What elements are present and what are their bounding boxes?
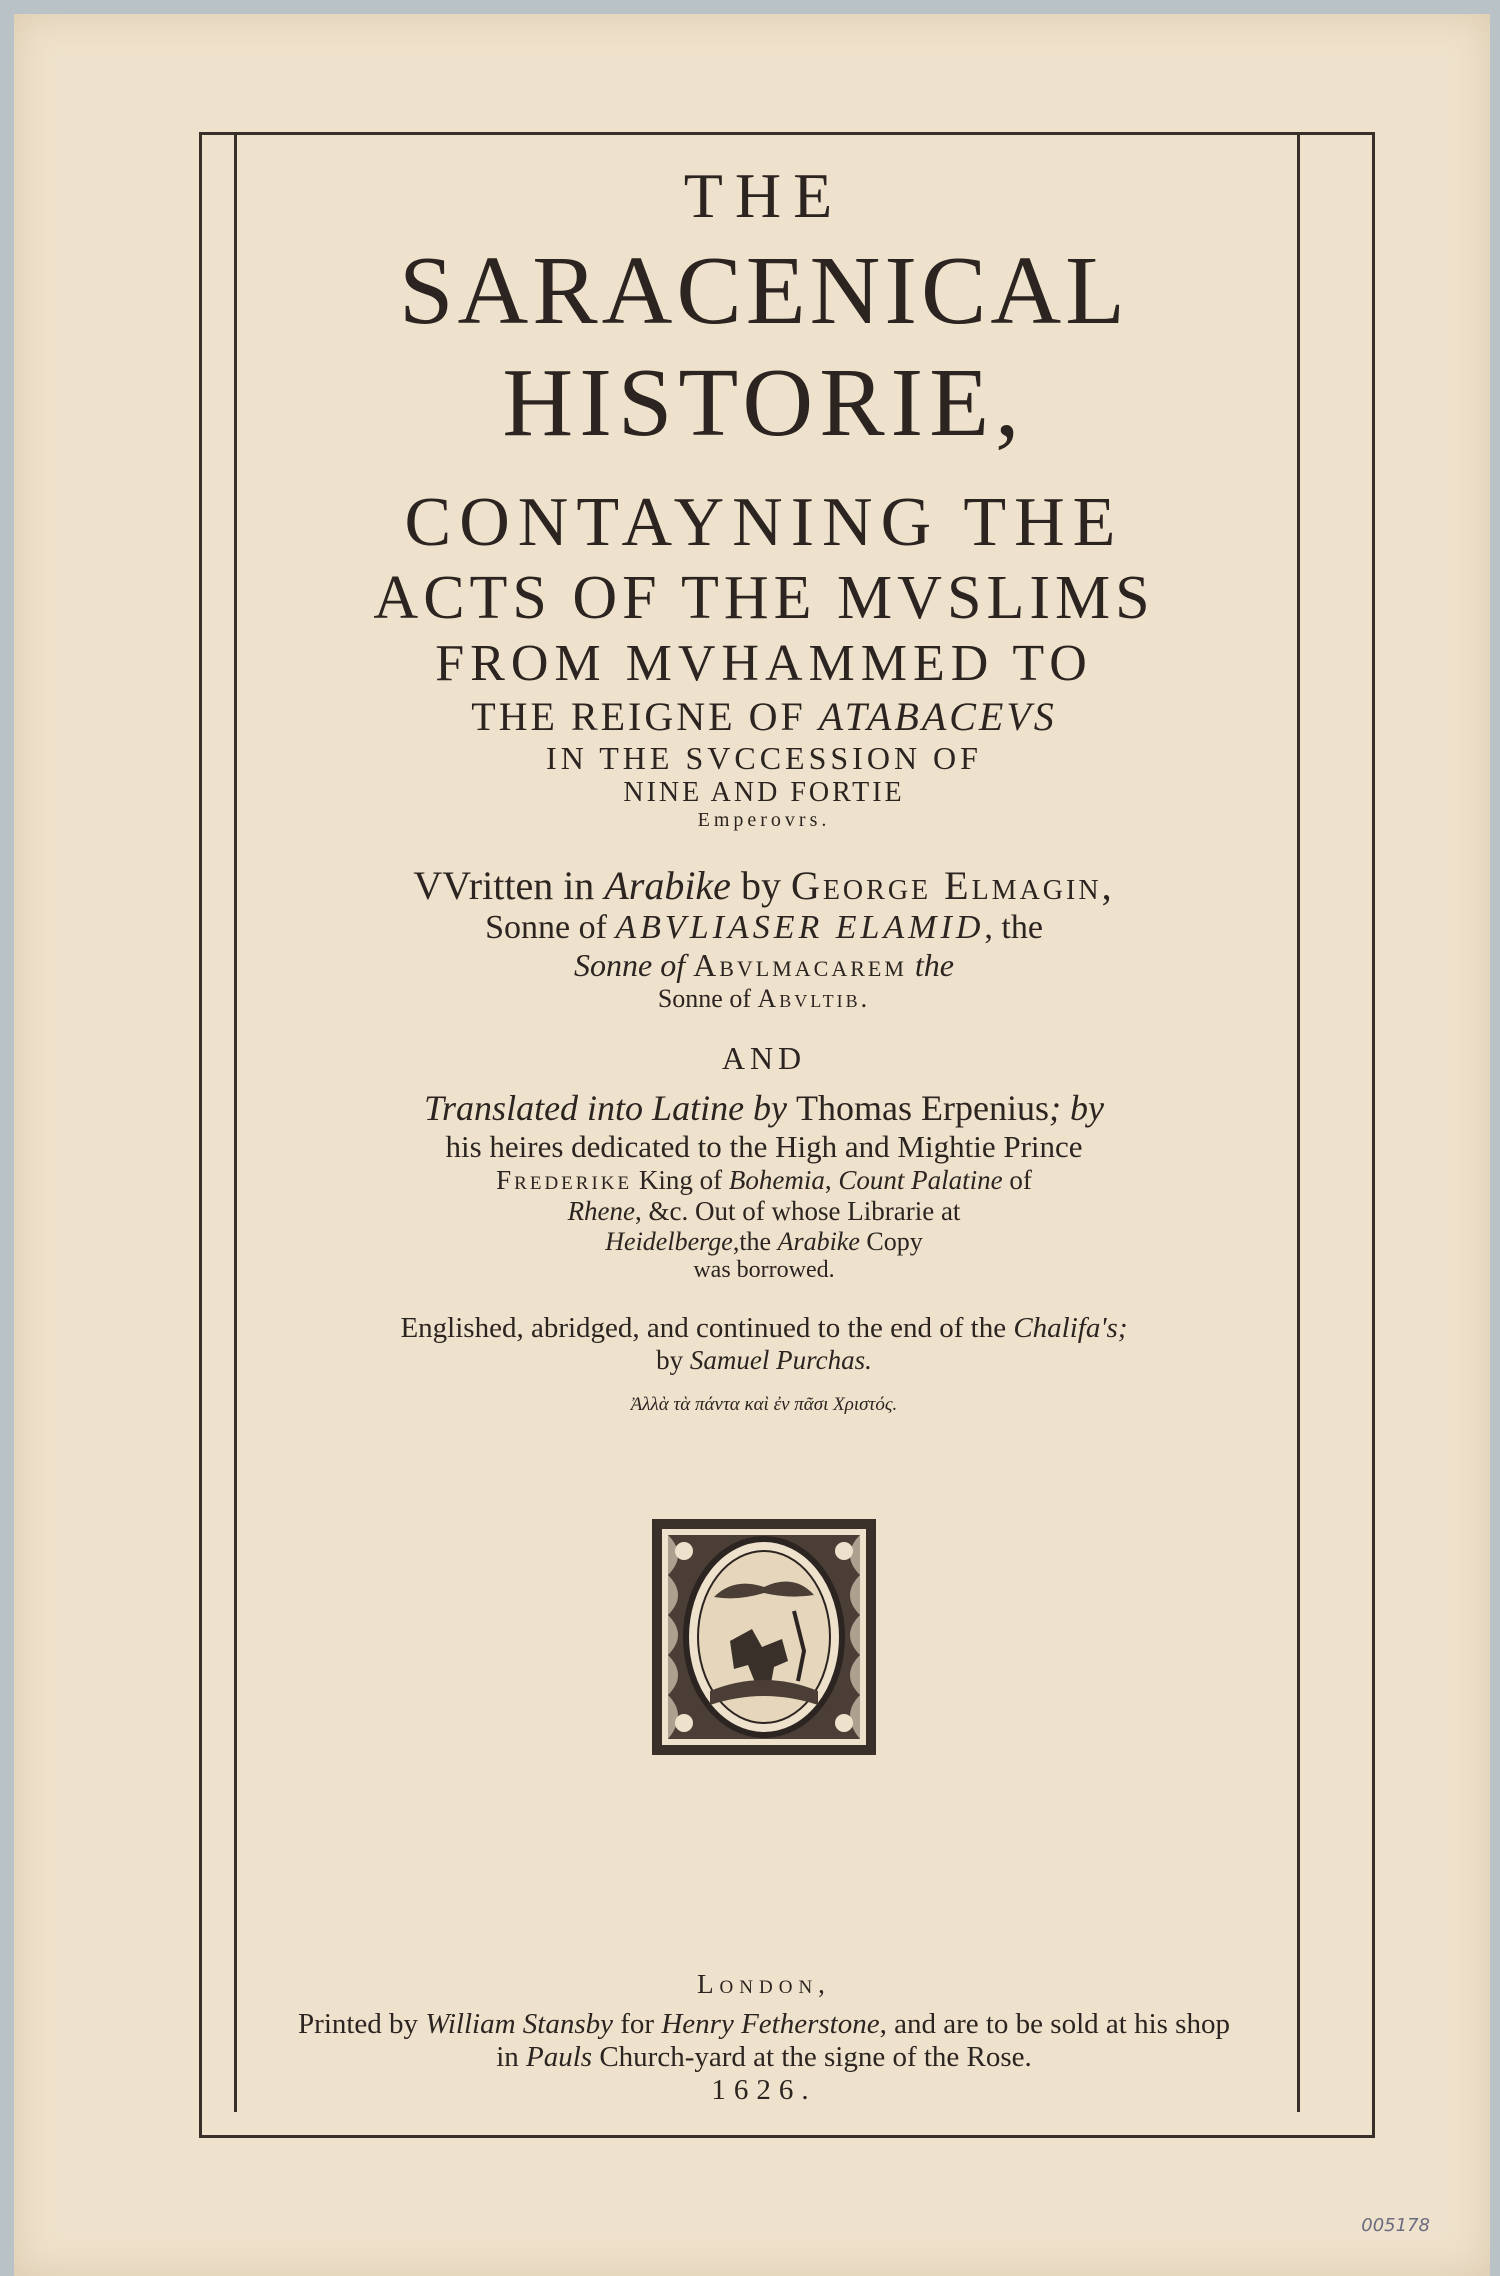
author-abvlmacarem: Abvlmacarem: [693, 947, 907, 983]
translation-arabike: Arabike: [777, 1227, 860, 1256]
english-englished: Englished, abridged, and continued to the end of the: [400, 1312, 1014, 1344]
imprint-sold-at-shop: , and are to be sold at his shop: [879, 2008, 1230, 2040]
translation-copy: Copy: [859, 1227, 923, 1256]
imprint-printed-by: Printed by: [298, 2008, 426, 2040]
author-the-2: the: [906, 947, 954, 983]
translation-bohemia: Bohemia: [728, 1165, 825, 1195]
translation-king-of: King of: [632, 1165, 729, 1195]
english-samuel-purchas: Samuel Purchas.: [689, 1345, 872, 1375]
imprint-pauls: Pauls: [526, 2041, 593, 2073]
printers-device-ornament: [644, 1511, 884, 1763]
author-sonne-of-2: Sonne of: [574, 947, 694, 983]
imprint-william-stansby: William Stansby: [425, 2008, 614, 2040]
english-by: by: [656, 1345, 690, 1375]
catalog-mark: 005178: [1361, 2215, 1430, 2236]
title-historie: HISTORIE,: [502, 349, 1026, 457]
author-written-in: VVritten in: [413, 863, 605, 908]
author-line-3: [244, 947, 1284, 984]
english-line-1: [244, 1312, 1284, 1345]
imprint-printer-line: [244, 2008, 1284, 2041]
author-by: by: [730, 863, 791, 908]
subtitle-line-5: IN THE SVCCESSION OF: [546, 740, 982, 776]
translation-frederike: Frederike: [496, 1165, 633, 1195]
subtitle-atabaceus: ATABACEVS: [818, 694, 1057, 739]
subtitle-line-3: FROM MVHAMMED TO: [435, 635, 1093, 692]
author-the-1: , the: [984, 909, 1043, 946]
author-line-1: [244, 862, 1284, 909]
greek-motto: Ἀλλὰ τὰ πάντα καὶ ἐν πᾶσι Χριστός.: [630, 1394, 898, 1415]
author-sonne-of-3: Sonne of: [657, 984, 758, 1013]
translation-librarie: , &c. Out of whose Librarie at: [635, 1196, 961, 1226]
translation-line-1: [244, 1087, 1284, 1129]
author-george-elmagin: George Elmagin,: [790, 863, 1115, 908]
title-the: THE: [683, 160, 845, 231]
english-line-2: [244, 1345, 1284, 1376]
translation-line-3: [244, 1165, 1284, 1196]
imprint-in: in: [496, 2041, 527, 2073]
translation-comma: ,: [824, 1165, 839, 1195]
author-abvliaser: ABVLIASER ELAMID: [615, 909, 985, 946]
translation-line-5: [244, 1227, 1284, 1257]
translation-by: ; by: [1049, 1088, 1104, 1128]
imprint-henry-fetherstone: Henry Fetherstone: [661, 2008, 880, 2040]
subtitle-line-2: ACTS OF THE MVSLIMS: [373, 564, 1155, 632]
and-heading: AND: [721, 1040, 807, 1076]
imprint-for: for: [613, 2008, 662, 2040]
imprint-church-yard: Church-yard at the signe of the Rose.: [592, 2041, 1032, 2073]
subtitle-line-1: CONTAYNING THE: [404, 484, 1124, 561]
author-line-4: [244, 984, 1284, 1014]
author-sonne-of-1: Sonne of: [485, 909, 616, 946]
translation-heidelberge: Heidelberge: [605, 1227, 733, 1256]
subtitle-line-4-text: THE REIGNE OF: [471, 694, 819, 739]
imprint-block: [244, 1969, 1284, 2107]
imprint-church-line: [244, 2041, 1284, 2074]
author-line-2: [244, 909, 1284, 947]
translation-line-2: his heires dedicated to the High and Mightie Prince: [445, 1129, 1083, 1164]
title-block: [244, 149, 1284, 1763]
title-saracenical: SARACENICAL: [398, 237, 1130, 345]
translation-the: ,the: [732, 1227, 778, 1256]
translation-of: of: [1002, 1165, 1032, 1195]
translation-erpenius: Thomas Erpenius: [796, 1088, 1049, 1128]
imprint-london: London,: [697, 1969, 831, 1999]
english-chalifas: Chalifa's;: [1013, 1312, 1128, 1344]
translation-count-palatine: Count Palatine: [838, 1165, 1003, 1195]
subtitle-line-7: Emperovrs.: [697, 809, 831, 831]
author-abvltib: Abvltib.: [757, 984, 871, 1013]
translation-line-4: [244, 1196, 1284, 1227]
subtitle-line-6: NINE AND FORTIE: [623, 777, 905, 808]
translation-line-6: was borrowed.: [693, 1257, 835, 1283]
subtitle-line-4: [244, 693, 1284, 740]
imprint-year: 1626.: [711, 2074, 817, 2106]
author-arabike: Arabike: [604, 863, 731, 908]
title-page: [14, 14, 1490, 2276]
translation-rhene: Rhene: [567, 1196, 636, 1226]
translation-translated: Translated into Latine by: [424, 1088, 797, 1128]
